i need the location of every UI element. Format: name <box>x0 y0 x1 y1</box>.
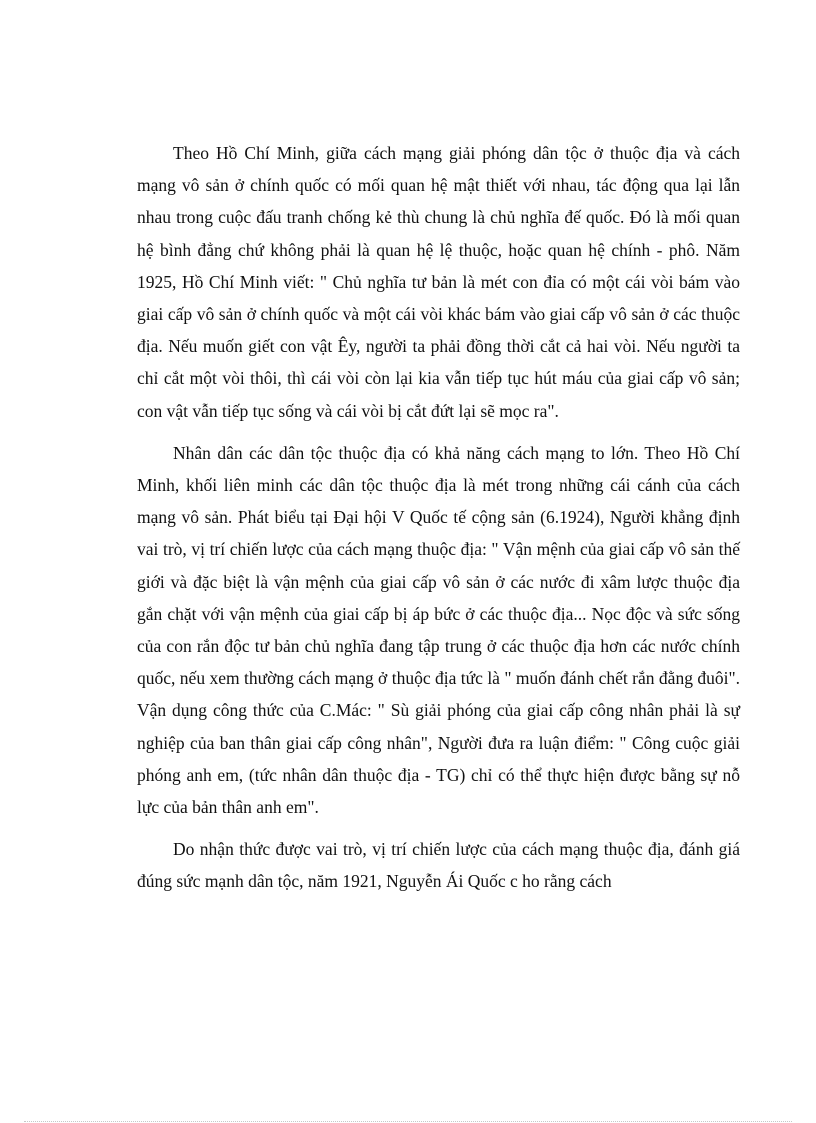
page-bottom-divider <box>24 1121 792 1122</box>
paragraph-1: Theo Hồ Chí Minh, giữa cách mạng giải phóng dân tộc ở thuộc địa và cách mạng vô sản ở chính quốc có mối quan hệ mật thiết với nhau, tác động qua lại lẫn nhau trong cuộc đấu tranh chống kẻ thù chung là chủ nghĩa đế quốc. Đó là mối quan hệ bình đẳng chứ không phải là quan hệ lệ thuộc, hoặc quan hệ chính - phô. Năm 1925, Hồ Chí Minh viết: " Chủ nghĩa tư bản là mét con đỉa có một cái vòi bám vào giai cấp vô sản ở chính quốc và một cái vòi khác bám vào giai cấp vô sản ở các thuộc địa. Nếu muốn giết con vật Êy, người ta phải đồng thời cắt cả hai vòi. Nếu người ta chỉ cắt một vòi thôi, thì cái vòi còn lại kia vẫn tiếp tục hút máu của giai cấp vô sản; con vật vẫn tiếp tục sống và cái vòi bị cắt đứt lại sẽ mọc ra". <box>137 143 740 421</box>
body-text <box>137 137 740 898</box>
paragraph-2: Nhân dân các dân tộc thuộc địa có khả năng cách mạng to lớn. Theo Hồ Chí Minh, khối liên minh các dân tộc thuộc địa là mét trong những cái cánh của cách mạng vô sản. Phát biểu tại Đại hội V Quốc tế cộng sản (6.1924), Người khẳng định vai trò, vị trí chiến lược của cách mạng thuộc địa: " Vận mệnh của giai cấp vô sản thế giới và đặc biệt là vận mệnh của giai cấp vô sản ở các nước đi xâm lược thuộc địa gắn chặt với vận mệnh của giai cấp bị áp bức ở các thuộc địa... Nọc độc và sức sống của con rắn độc tư bản chủ nghĩa đang tập trung ở các thuộc địa hơn các nước chính quốc, nếu xem thường cách mạng ở thuộc địa tức là " muốn đánh chết rắn đằng đuôi". Vận dụng công thức của C.Mác: " Sù giải phóng của giai cấp công nhân phải là sự nghiệp của ban thân giai cấp công nhân", Người đưa ra luận điểm: " Công cuộc giải phóng anh em, (tức nhân dân thuộc địa - TG) chỉ có thể thực hiện được bằng sự nỗ lực của bản thân anh em". <box>137 442 740 818</box>
paragraph-3: Do nhận thức được vai trò, vị trí chiến lược của cách mạng thuộc địa, đánh giá đúng sức mạnh dân tộc, năm 1921, Nguyễn Ái Quốc c ho rằng cách <box>137 839 740 892</box>
